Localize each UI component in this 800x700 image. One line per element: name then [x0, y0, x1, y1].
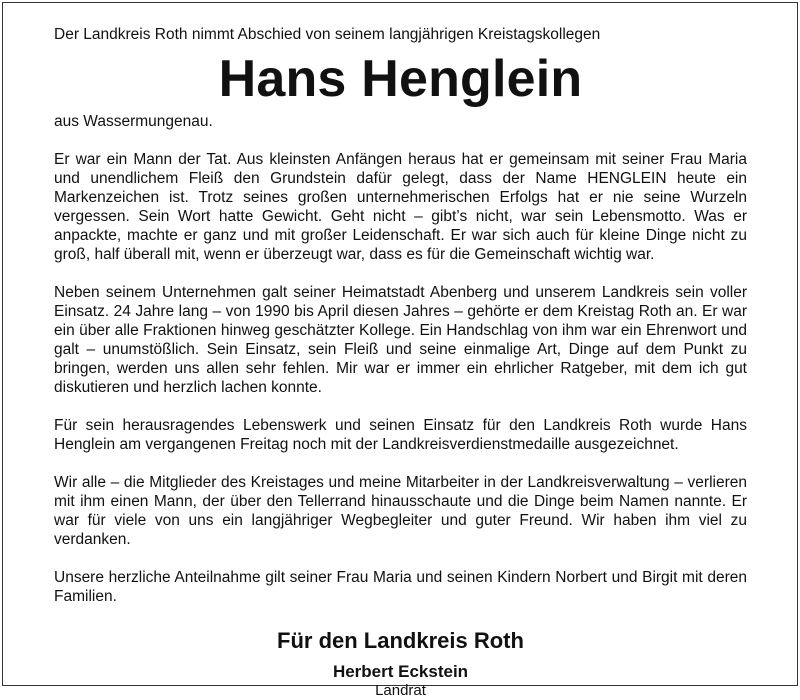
- paragraph-condolence: Unsere herzliche Anteilnahme gilt seiner Frau Maria und seinen Kindern Norbert und Birgit mit deren Familien.: [54, 569, 747, 605]
- paragraph-service: Neben seinem Unternehmen galt seiner Heimatstadt Abenberg und unserem Landkreis sein voller Einsatz. 24 Jahre lang – von 1990 bis April diesen Jahres – gehörte er dem Kreistag Roth an. Er war ein über alle Fraktionen hinweg geschätzter Kollege. Ein Handschlag von ihm war ein Ehrenwort und galt – unumstößlich. Sein Einsatz, sein Fleiß und seine einmalige Art, Dinge auf dem Punkt zu bringen, werden uns allen sehr fehlen. Mir war er immer ein ehrlicher Ratgeber, mit dem ich gut diskutieren und herzlich lachen konnte.: [54, 284, 747, 396]
- signature-organization: Für den Landkreis Roth: [277, 628, 524, 653]
- origin-line: aus Wassermungenau.: [54, 113, 213, 130]
- obituary-notice: [2, 2, 798, 699]
- deceased-name: Hans Henglein: [218, 50, 583, 108]
- signature-title: Landrat: [375, 682, 426, 699]
- paragraph-medal: Für sein herausragendes Lebenswerk und seinen Einsatz für den Landkreis Roth wurde Hans Henglein am vergangenen Freitag noch mit der Landkreisverdienstmedaille ausgezeichnet.: [54, 417, 747, 453]
- signature-name: Herbert Eckstein: [332, 662, 469, 681]
- paragraph-farewell: Wir alle – die Mitglieder des Kreistages und meine Mitarbeiter in der Landkreisverwaltung – verlieren mit ihm einen Mann, der über den Tellerrand hinausschaute und die Dinge beim Namen nannte. Er war für viele von uns ein langjähriger Wegbegleiter und guter Freund. Wir haben ihm viel zu verdanken.: [54, 474, 747, 548]
- signature-block: [54, 628, 747, 700]
- paragraph-character: Er war ein Mann der Tat. Aus kleinsten Anfängen heraus hat er gemeinsam mit seiner Frau Maria und unendlichem Fleiß den Grundstein dafür gelegt, dass der Name HENGLEIN heute ein Markenzeichen ist. Trotz seines großen unternehmerischen Erfolgs hat er nie seine Wurzeln vergessen. Sein Wort hatte Gewicht. Geht nicht – gibt’s nicht, war sein Lebensmotto. Was er anpackte, machte er ganz und mit großer Leidenschaft. Er war sich auch für kleine Dinge nicht zu groß, half überall mit, wenn er überzeugt war, dass es für die Gemeinschaft wichtig war.: [54, 151, 747, 263]
- intro-line: Der Landkreis Roth nimmt Abschied von seinem langjährigen Kreistagskollegen: [54, 26, 601, 43]
